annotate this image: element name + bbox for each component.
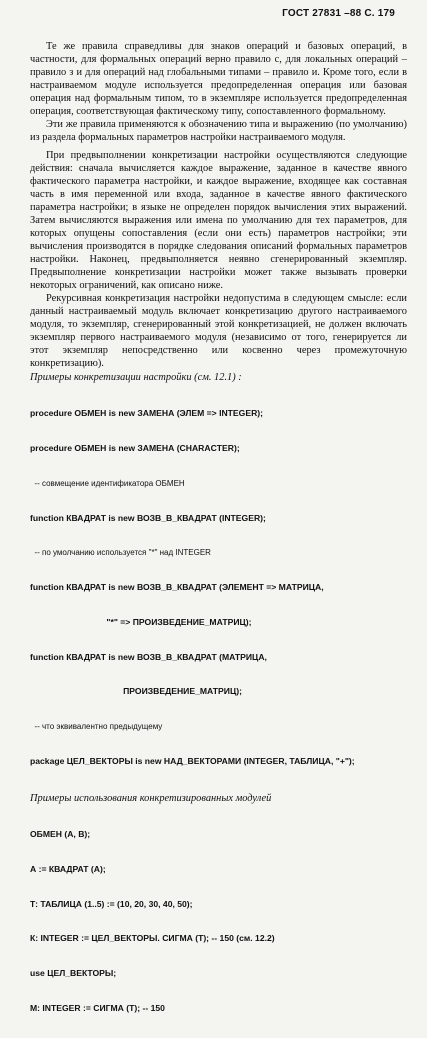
code-comment: -- что эквивалентно предыдущему bbox=[30, 722, 163, 732]
examples-title-2: Примеры использования конкретизированных модулей bbox=[30, 792, 272, 804]
code-line: package ЦЕЛ_ВЕКТОРЫ is new НАД_ВЕКТОРАМИ (INTEGER, ТАБЛИЦА, "+"); bbox=[30, 756, 355, 766]
code-line: procedure ОБМЕН is new ЗАМЕНА (CHARACTER); bbox=[30, 442, 240, 453]
code-line: procedure ОБМЕН is new ЗАМЕНА (ЭЛЕМ => INTEGER); bbox=[30, 408, 263, 419]
page-header: ГОСТ 27831 –88 С. 179 bbox=[282, 8, 395, 19]
code-line: М: INTEGER := СИГМА (Т); -- 150 bbox=[30, 1002, 165, 1013]
code-line: function КВАДРАТ is new ВОЗВ_В_КВАДРАТ (МАТРИЦА, bbox=[30, 651, 267, 662]
code-comment: -- по умолчанию используется "*" над INTEGER bbox=[30, 548, 211, 558]
paragraph-4: Рекурсивная конкретизация настройки недопустима в следующем смысле: если данный настраиваемый модуль включает конкретизацию другого настраиваемого модуля, то экземпляр, сгенерированный этой конкретизацией, не должен включать экземпляр первого настраиваемого модуля (независимо от того, генерируется ли этот экземпляр непосредственно или косвенно через промежуточную конкретизацию). bbox=[30, 293, 407, 369]
code-block-1 bbox=[30, 385, 407, 791]
code-line: К: INTEGER := ЦЕЛ_ВЕКТОРЫ. СИГМА (Т); -- 150 (см. 12.2) bbox=[30, 933, 275, 944]
code-line: ОБМЕН (А, В); bbox=[30, 828, 91, 839]
document-body bbox=[30, 40, 407, 1038]
code-line: Т: ТАБЛИЦА (1..5) := (10, 20, 30, 40, 50); bbox=[30, 898, 193, 909]
examples-title-1: Примеры конкретизации настройки (см. 12.1) : bbox=[30, 372, 242, 383]
code-line: function КВАДРАТ is new ВОЗВ_В_КВАДРАТ (ЭЛЕМЕНТ => МАТРИЦА, bbox=[30, 582, 324, 593]
code-line: function КВАДРАТ is new ВОЗВ_В_КВАДРАТ (INTEGER); bbox=[30, 512, 266, 523]
code-line: "*" => ПРОИЗВЕДЕНИЕ_МАТРИЦ); bbox=[30, 616, 252, 627]
code-line: ПРОИЗВЕДЕНИЕ_МАТРИЦ); bbox=[30, 686, 242, 697]
code-line: А := КВАДРАТ (А); bbox=[30, 863, 106, 874]
code-line: use ЦЕЛ_ВЕКТОРЫ; bbox=[30, 968, 117, 979]
paragraph-1: Те же правила справедливы для знаков операций и базовых операций, в частности, для формальных операций верно правило с, для локальных операций – правило з и для операций над глобальными типами – правило и. Кроме того, если в настраиваемом модуле используется предопределенная операция или базовая операция над формальным типом, то в экземпляре используется предопределенная операция, соответствующая фактическому типу, сопоставленного формальному. bbox=[30, 41, 407, 117]
code-comment: -- совмещение идентификатора ОБМЕН bbox=[30, 478, 185, 488]
code-block-2 bbox=[30, 806, 407, 1038]
paragraph-3: При предвыполнении конкретизации настройки осуществляются следующие действия: сначала вычисляется каждое выражение, заданное в качестве явного фактического параметра настройки, и каждое выражение, входящее как составная часть в имя переменной или входа, заданное в качестве явного фактического параметра настройки; в языке не определен порядок вычисления этих выражений. Затем вычисляются выражения или имена по умолчанию для тех параметров, для которых опущены сопоставления (если они есть) параметров настройки; эти вычисления производятся в порядке следования описаний формальных параметров настройки. Наконец, предвыполняется неявно сгенерированный экземпляр. Предвыполнение конкретизации настройки может также вызывать проверки некоторых ограничений, как описано ниже. bbox=[30, 150, 407, 291]
paragraph-2: Эти же правила применяются к обозначению типа и выражению (по умолчанию) из раздела формальных параметров настройки настраиваемого модуля. bbox=[30, 119, 407, 143]
